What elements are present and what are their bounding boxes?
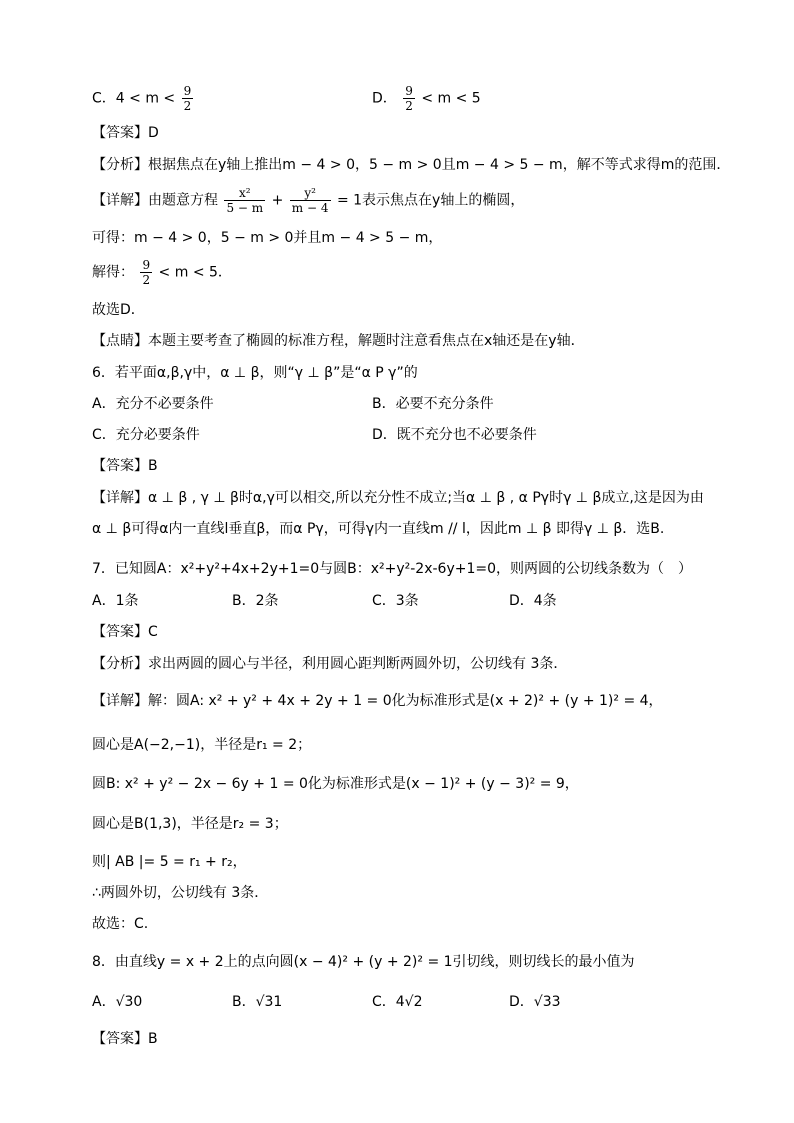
detail-suffix: = 1表示焦点在y轴上的椭圆，: [336, 192, 525, 209]
frac-num: y²: [290, 186, 331, 201]
frac-den: m − 4: [291, 201, 329, 215]
plus-sign: +: [271, 192, 284, 209]
frac-num: 9: [405, 84, 413, 98]
remark-q5: 【点睛】本题主要考查了椭圆的标准方程，解题时注意看焦点在x轴还是在y轴．: [92, 333, 585, 349]
fraction-9-2: [140, 258, 152, 287]
option-b-q6: B．必要不充分条件: [372, 396, 494, 412]
choice-q7: 故选：C.: [92, 916, 149, 932]
question-7: 7．已知圆A：x²+y²+4x+2y+1=0与圆B：x²+y²-2x-6y+1=0，则两圆的公切线条数为（ ）: [92, 561, 693, 577]
frac-num: 9: [142, 258, 151, 272]
option-c-q5: [92, 84, 195, 113]
fraction-y2: [290, 186, 331, 215]
solve-suffix: < m < 5．: [158, 264, 232, 281]
frac-den: 2: [405, 99, 413, 113]
fraction-x2: [224, 186, 265, 215]
option-a-q6: A．充分不必要条件: [92, 396, 214, 412]
option-d-q7: D．4条: [509, 593, 557, 609]
detail-q7-line2: 圆心是A(−2,−1)，半径是r₁ = 2；: [92, 737, 312, 753]
frac-den: 2: [142, 273, 151, 287]
analysis-q5: 【分析】根据焦点在y轴上推出m − 4 > 0，5 − m > 0且m − 4 > 5 − m，解不等式求得m的范围．: [92, 157, 731, 173]
answer-q8: 【答案】B: [92, 1031, 158, 1047]
detail-prefix: 【详解】由题意方程: [92, 192, 218, 209]
answer-q6: 【答案】B: [92, 458, 158, 474]
question-6: 6．若平面α,β,γ中，α ⊥ β，则“γ ⊥ β”是“α P γ”的: [92, 365, 418, 381]
frac-num: 9: [183, 84, 192, 98]
option-b-q7: B．2条: [232, 593, 279, 609]
option-a-q7: A．1条: [92, 593, 139, 609]
answer-q7: 【答案】C: [92, 624, 158, 640]
option-d-q5: [372, 84, 481, 113]
detail-q7-line5: 则| AB |= 5 = r₁ + r₂，: [92, 854, 247, 870]
detail-q5: [92, 186, 524, 215]
fraction-9-2: [182, 84, 194, 113]
analysis-q7: 【分析】求出两圆的圆心与半径，利用圆心距判断两圆外切，公切线有 3条．: [92, 656, 568, 672]
solve-prefix: 解得：: [92, 264, 134, 281]
frac-den: 2: [183, 99, 192, 113]
option-b-q8: B．√31: [232, 994, 283, 1010]
solve-line: [92, 258, 232, 287]
fraction-9-2: [403, 84, 415, 113]
detail-q6-line1: 【详解】α ⊥ β , γ ⊥ β时α,γ可以相交,所以充分性不成立;当α ⊥ β , α Pγ时γ ⊥ β成立,这是因为由: [92, 490, 704, 506]
frac-den: 5 − m: [226, 201, 264, 215]
detail-q6-line2: α ⊥ β可得α内一直线l垂直β，而α Pγ，可得γ内一直线m // l，因此m ⊥ β 即得γ ⊥ β．选B.: [92, 521, 665, 537]
detail-q7-line6: ∴两圆外切，公切线有 3条．: [92, 885, 269, 901]
detail-q7-line1: 【详解】解：圆A: x² + y² + 4x + 2y + 1 = 0化为标准形式是(x + 2)² + (y + 1)² = 4，: [92, 693, 663, 709]
condition-line: 可得：m − 4 > 0，5 − m > 0并且m − 4 > 5 − m，: [92, 230, 443, 246]
option-d-tail: < m < 5: [421, 90, 481, 107]
choice-q5: 故选D．: [92, 302, 145, 318]
option-d-q8: D．√33: [509, 994, 561, 1010]
option-c-text: C．4 < m <: [92, 90, 176, 107]
option-d-label: D．: [372, 90, 397, 107]
answer-q5: 【答案】D: [92, 125, 159, 141]
option-c-q8: C．4√2: [372, 994, 423, 1010]
frac-num: x²: [224, 186, 265, 201]
option-c-q7: C．3条: [372, 593, 419, 609]
detail-q7-line4: 圆心是B(1,3)，半径是r₂ = 3；: [92, 816, 288, 832]
detail-q7-line3: 圆B: x² + y² − 2x − 6y + 1 = 0化为标准形式是(x − 1)² + (y − 3)² = 9，: [92, 776, 579, 792]
option-c-q6: C．充分必要条件: [92, 427, 200, 443]
option-d-q6: D．既不充分也不必要条件: [372, 427, 537, 443]
question-8: 8．由直线y = x + 2上的点向圆(x − 4)² + (y + 2)² = 1引切线，则切线长的最小值为: [92, 954, 635, 970]
option-a-q8: A．√30: [92, 994, 143, 1010]
